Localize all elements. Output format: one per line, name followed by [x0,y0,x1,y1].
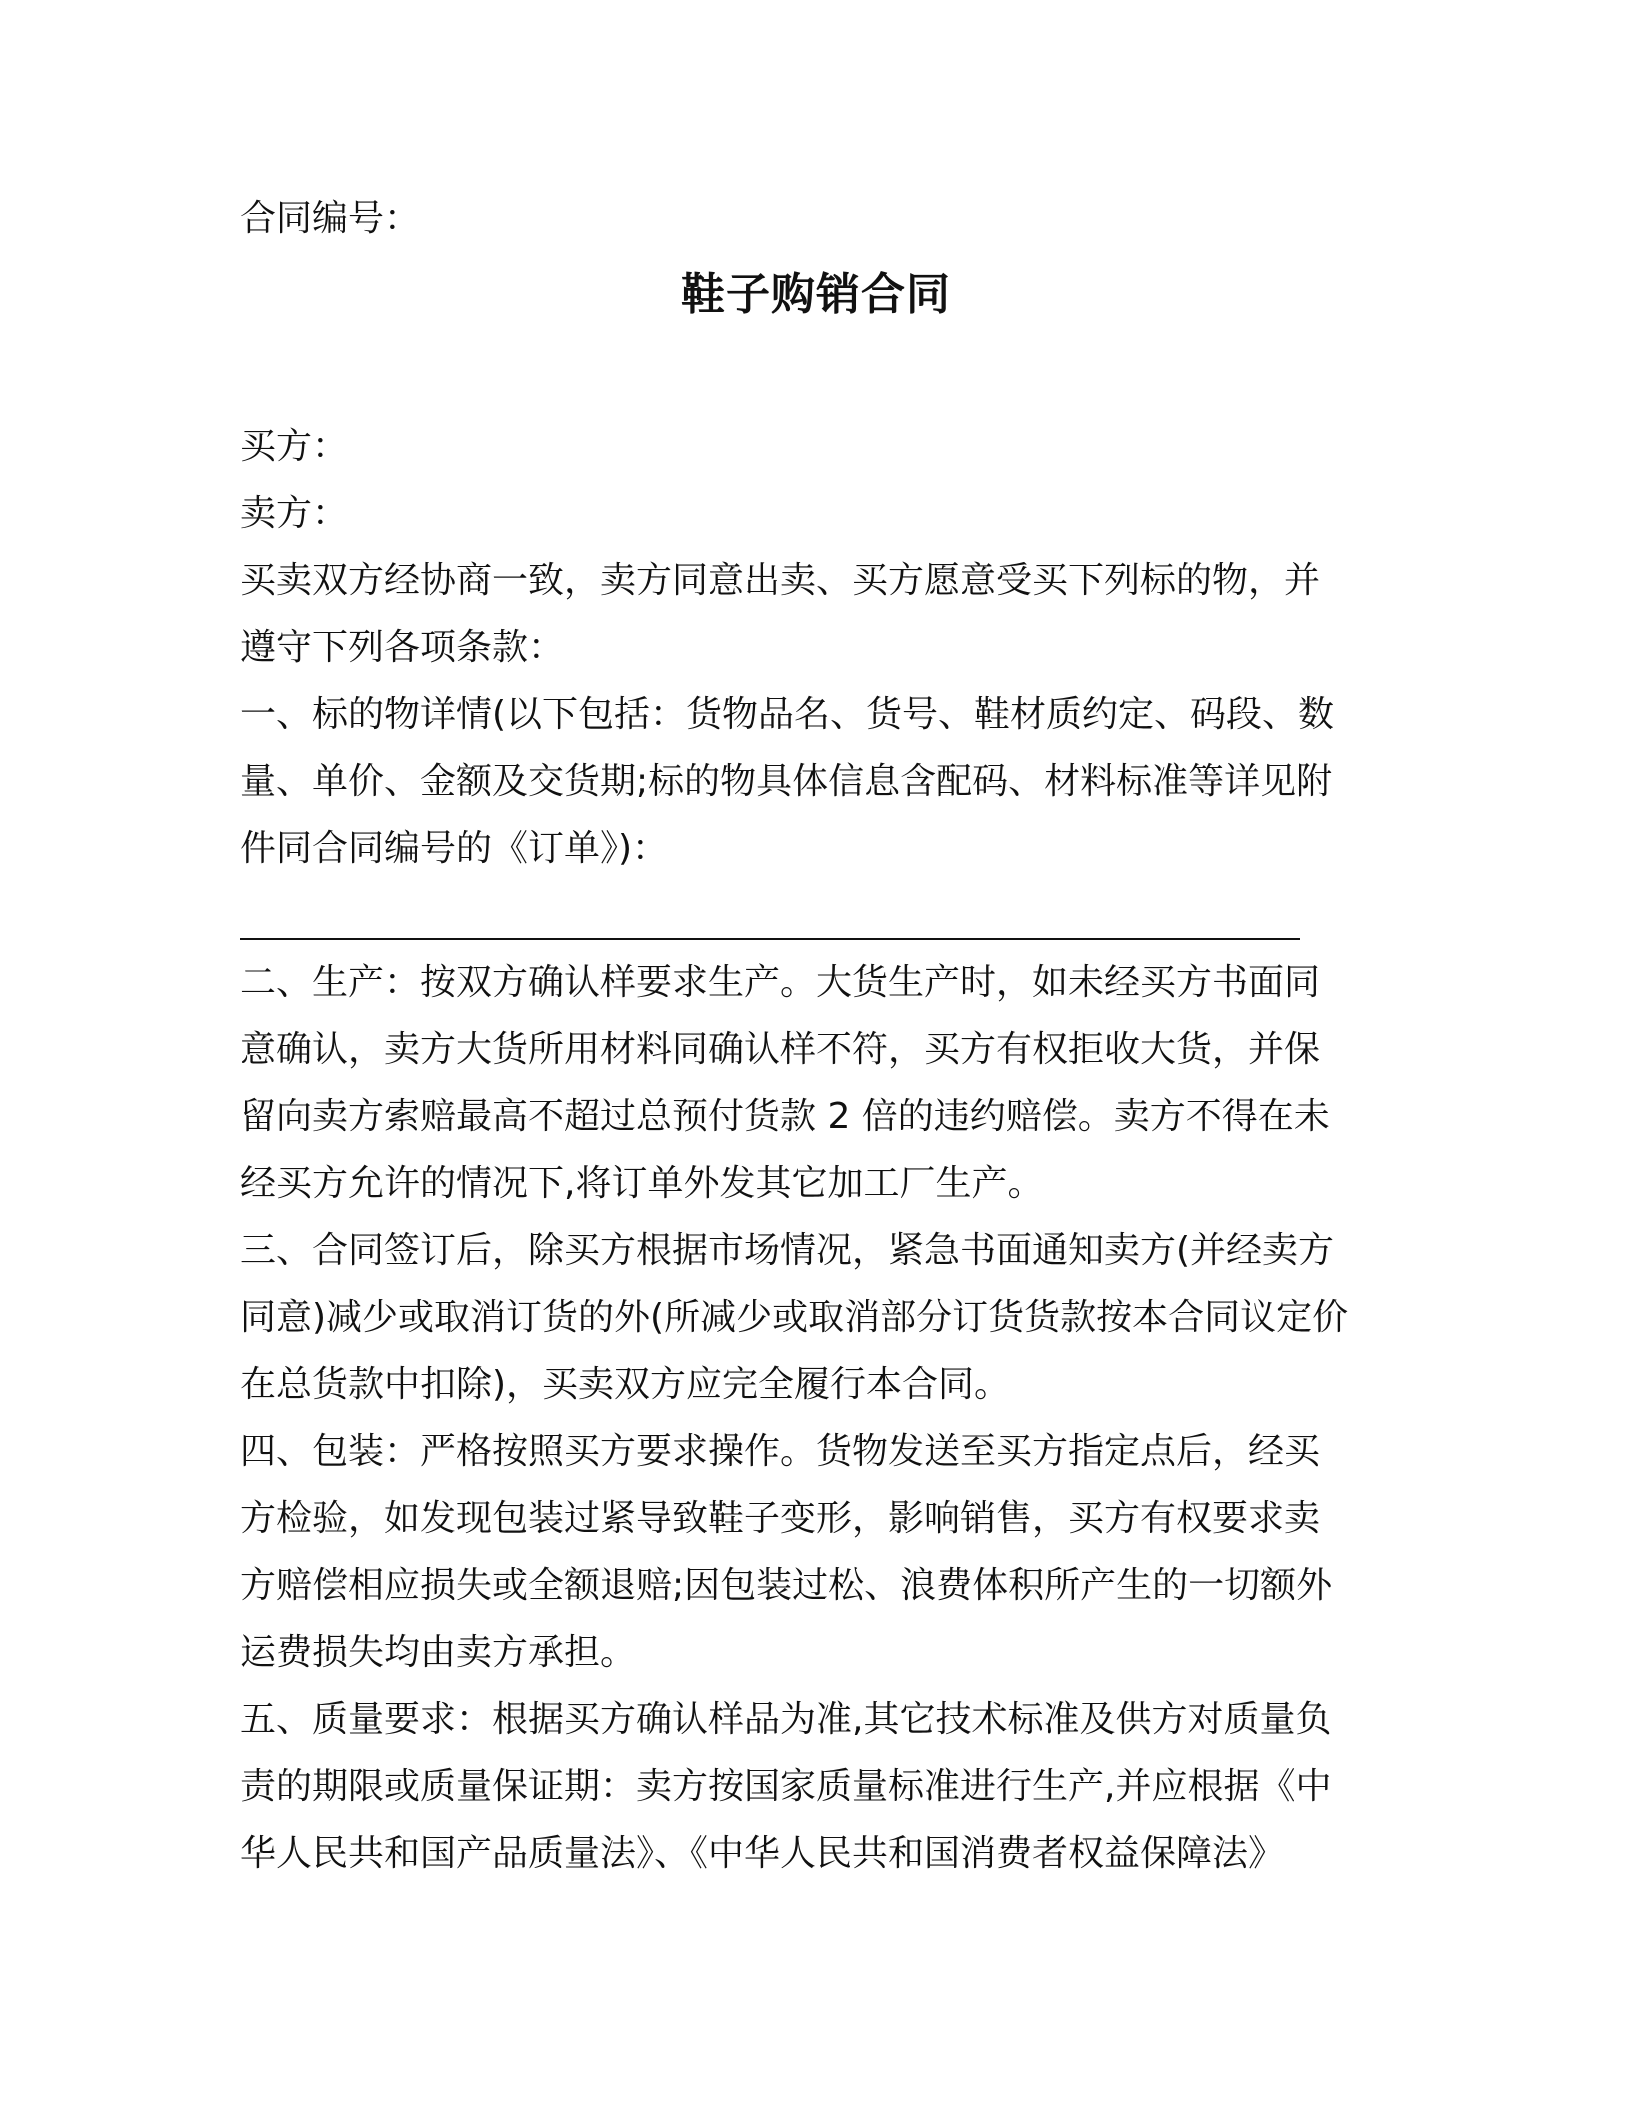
contract-body [240,413,1390,1887]
clause-2-line: 二、生产：按双方确认样要求生产。大货生产时，如未经买方书面同 [240,962,1321,1003]
buyer-line: 买方： [240,426,349,467]
preamble-line: 遵守下列各项条款： [240,627,565,668]
clause-4-line: 方赔偿相应损失或全额退赔;因包装过松、浪费体积所产生的一切额外 [240,1565,1333,1606]
document-title: 鞋子购销合同 [681,269,951,320]
fill-in-blank-line [240,882,1390,949]
clause-2-line: 经买方允许的情况下,将订单外发其它加工厂生产。 [240,1163,1044,1204]
clause-3-line: 三、合同签订后，除买方根据市场情况，紧急书面通知卖方(并经卖方 [240,1230,1335,1271]
clause-4-line: 方检验，如发现包装过紧导致鞋子变形，影响销售，买方有权要求卖 [240,1498,1321,1539]
clause-5-line: 华人民共和国产品质量法》、《中华人民共和国消费者权益保障法》 [240,1833,1285,1874]
clause-4-line: 运费损失均由卖方承担。 [240,1632,637,1673]
clause-2-line: 留向卖方索赔最高不超过总预付货款 2 倍的违约赔偿。卖方不得在未 [240,1096,1330,1137]
preamble-line: 买卖双方经协商一致，卖方同意出卖、买方愿意受买下列标的物，并 [240,560,1321,601]
clause-4-line: 四、包装：严格按照买方要求操作。货物发送至买方指定点后，经买 [240,1431,1321,1472]
clause-1-line: 量、单价、金额及交货期;标的物具体信息含配码、材料标准等详见附 [240,761,1333,802]
clause-5-line: 责的期限或质量保证期：卖方按国家质量标准进行生产,并应根据《中 [240,1766,1332,1807]
seller-line: 卖方： [240,493,349,534]
contract-number-label: 合同编号： [240,198,421,239]
clause-5-line: 五、质量要求：根据买方确认样品为准,其它技术标准及供方对质量负 [240,1699,1332,1740]
clause-2-line: 意确认，卖方大货所用材料同确认样不符，买方有权拒收大货，并保 [240,1029,1321,1070]
clause-3-line: 同意)减少或取消订货的外(所减少或取消部分订货货款按本合同议定价 [240,1297,1349,1338]
clause-1-line: 件同合同编号的《订单》)： [240,828,669,869]
clause-1-line: 一、标的物详情(以下包括：货物品名、货号、鞋材质约定、码段、数 [240,694,1335,735]
clause-3-line: 在总货款中扣除)，买卖双方应完全履行本合同。 [240,1364,1011,1405]
